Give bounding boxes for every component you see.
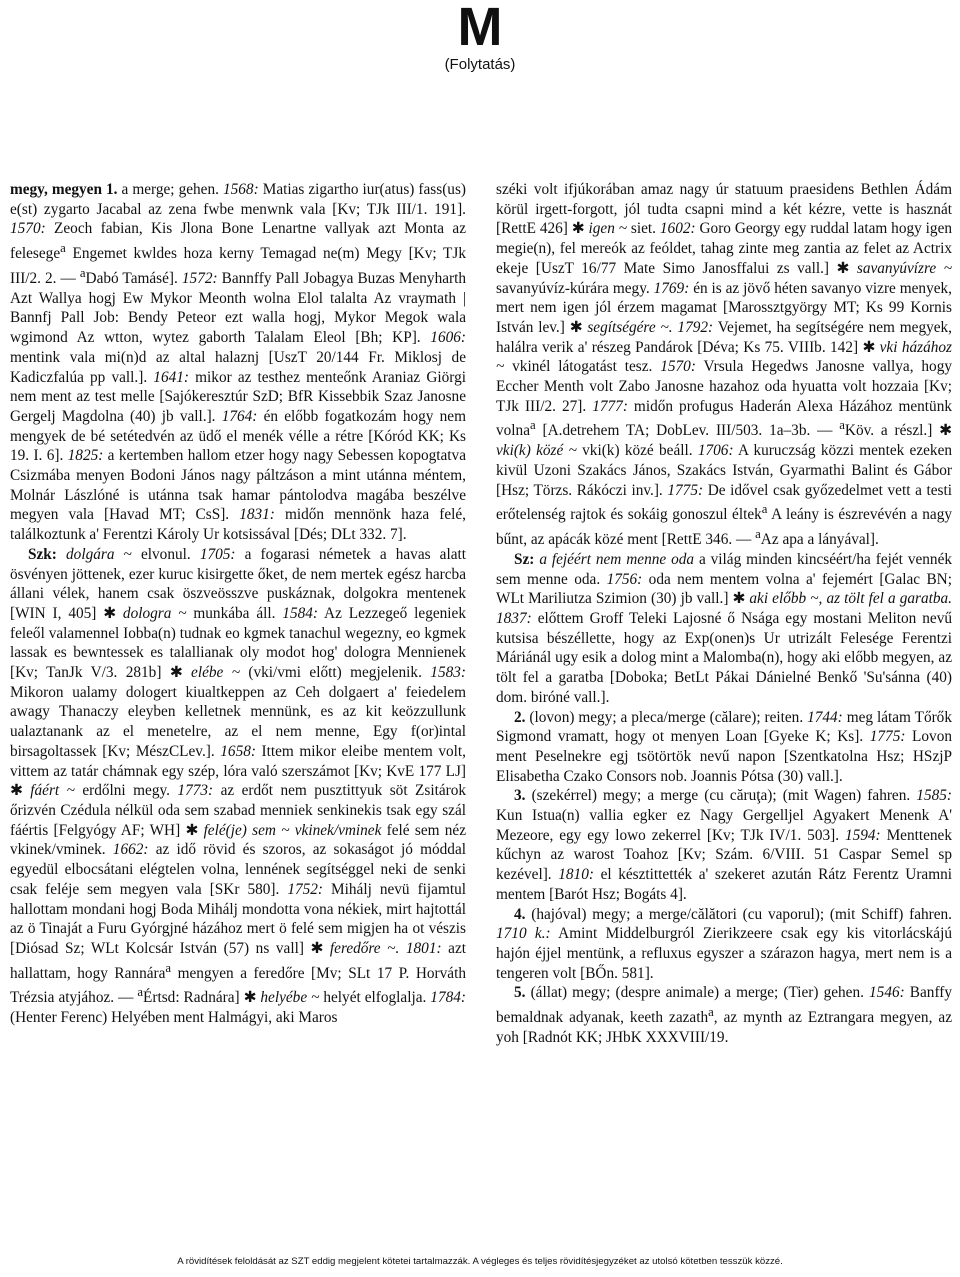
continuation-label: (Folytatás) [444,56,516,73]
entry-paragraph: 5. (állat) megy; (despre animale) a merge; (Tier) gehen. 1546: Banffy bemaldnak adyanak, keeth zazath$^a$, az mynth az Eztrangara megyen, az yoh [Radnót KK; JHbK XXXVIII/19. [496,984,953,1046]
entry-paragraph: Sz: a fejéért nem menne oda a világ minden kincséért/ha fejét vennék sem menne oda. 1756: oda nem mentem volna a' fejemért [Galac BN; WLt Mariliutza Szimion (30) jb vall.] ✱ aki előbb ~, az tölt fel a garatba. 1837: előttem Groff Teleki Lajosné ő Nsága egy mostani Meliton nevű kutsisa bészéllette, hogy az Exp(onen)s Ur utrizált Felesége Ferentzi Máriánál ugy esik a dolog mint a Malomba(n), hogy aki előbb megyen, az tölt fel a garatba [Doboka; BetLt Pákai Dánielné Benkő 'Su'sánna (40) dom. biróné vall.]. [496,550,953,706]
entry-paragraph: széki volt ifjúkorában amaz nagy úr statuum praesidens Bethlen Ádám körül irgett-forgott, jól tudta csapni mind a két kézre, vette is hasznát [RettE 426] ✱ igen ~ siet. 1602: Goro Georgy egy ruddal latam hogy igen megie(n), fel mereók az feóldet, tahag zinte meg zantia az felet az Actrix ekeje [UszT 16/77 Mate Simo Janosffalui zs vall.] ✱ savanyúvízre ~ savanyúvíz-kúrára megy. 1769: én is az jövő héten savanyo vizre menyek, mert nem igen jól érzem magamat [Marossztgyörgy MT; Ks 99 Kornis István lev.] ✱ segítségére ~. 1792: Vejemet, ha segítségére nem megyek, halálra verik a' részeg Pandárok [Déva; Ks 75. VIIIb. 142] ✱ vki házához ~ vkinél látogatást tesz. 1570: Vrsula Hegedws Janosne vallya, hogy Eccher Menth volt Zabo Janosne hazahoz oda hyuatta volt hozzaia [Kv; TJk III/2. 27]. 1777: midőn profugus Haderán Alexa Házához mentünk volna$^a$ [A.detrehem TA; DobLev. III/503. 1a–3b. — $^a$Köv. a részl.] ✱ vki(k) közé ~ vki(k) közé beáll. 1706: A kuruczság közzi mentek ezeken kivül Uzoni Szakács János, Szakács István, Gyarmathi Balint és Gábor [Hsz; Törzs. Rákóczi inv.]. 1775: De idővel csak győzedelmet vett a testi erőtelenség rajtok és sokáig gonoszul éltek$^a$ A leány is észrevévén a nagy bűnt, az apácák közé ment [RettE 346. — $^a$Az apa a lányával]. [496,181,953,549]
entry-paragraph: megy, megyen 1. a merge; gehen. 1568: Matias zigartho iur(atus) fass(us) e(st) zygarto Jacabal az zena fwbe menwnk vala [Kv; TJk III/1. 191]. 1570: Zeoch fabian, Kis Jlona Bone Lenartne vallyak azt Monta az felesege$^a$ Engemet kwldes hoza kerny Temagad ne(m) Megy [Kv; TJk III/2. 2. — $^a$Dabó Tamásé]. 1572: Bannffy Pall Jobagya Buzas Menyharth Azt Wallya hogj Ew Mykor Meonth wolna Elol talalta Az vraymath | Bannfj Pall Job: Bendy Peteor ezt walla hogj, Mykor Megok wala wgimond Az wtton, wytez gaborth Talalam Eleol [Bh; KP]. 1606: mentink vala mi(n)d az altal halaznj [UszT 20/144 Fr. Miklosj de Kadiczfalúa pp vall.]. 1641: mikor az testhez menteőnk Araniaz Giörgi nem ment az test melle [Sajókeresztúr SzD; BfR Kissebbik Szaz Janosne Gergelj Magdolna (40) jb vall.]. 1764: én előbb fogatkozám hogy nem mengyek de bé setétedvén az üdő el menék vélle a rétre [Kóród KK; Ks 19. I. 6]. 1825: a kertemben hallom etzer hogy nagy Sebessen kopogtatva Csizmába menyen Bodoni János nagy páltzáson a mint utánna méntem, Molnár Lászlóné is utánna tsak hamar pántolodva magába beszélve megyen vala [Havad MT; CsS]. 1831: midőn mennönk haza felé, találkoztunk a' Ferentzi Károly Ur kotsissával [Dés; DLt 332. 7]. [10,181,467,544]
entry-paragraph: 2. (lovon) megy; a pleca/merge (călare); reiten. 1744: meg látam Tőrők Sigmond vramatt, hogy ot menyen Loan [Gyeke K; Ks]. 1775: Lovon ment Peselnekre egj tsötörtök nevű napon [Szentkatolna Hsz; HSzjP Elisabetha Czako Consors nob. Joannis Pótsa (30) vall.]. [496,708,952,785]
entry-paragraph: Szk: dolgára ~ elvonul. 1705: a fogarasi németek a havas alatt ösvényen jöttenek, ezer kuruc kisirgette őket, de nem mertek egész harcba állani vélek, hanem csak öszveösszve puskáznak, dolgokra mentenek [WIN I, 405] ✱ dologra ~ munkába áll. 1584: Az Lezzegeő legeniek feleől valamennel Iobba(n) tudnak eo kgmek tanachul wegezny, eo kgmek lassak es bewntessek es talallianak oly modot hog' dologra Mennienek [Kv; TanJk V/3. 281b] ✱ elébe ~ (vki/vmi előtt) megjelenik. 1583: Mikoron ualamy dologert kiualtkeppen az Ceh dolgaert a' feiedelem awagy Thanaczy eleyben kelletnek mennünk, es az kit keözzullunk ualaztanank az el menetelre, az el nem menne, Egy f(or)intal birsagoltassek [Kv; MészCLev.]. 1658: Ittem mikor eleibe mentem volt, vittem az tatár chámnak egy szép, lóra való szerszámot [Kv; KvE 177 LJ] ✱ fáért ~ erdőlni megy. 1773: az erdőt nem pusztittyuk söt Zsitárok őrizvén Czédula nélkül oda sem szabad menniek senkinekis tsak egy szál fáértis [Felgyógy AF; WH] ✱ felé(je) sem ~ vkinek/vminek felé sem néz vkinek/vminek. 1662: az idő rövid és szoros, az sokaságot jó móddal egyedül elbocsátani elégtelen volna, lennének segítséggel neki de senki csak feléje sem megyen vala [SKr 580]. 1752: Mihálj nevü fijamtul hallottam mondani hogj Boda Mihálj mondotta vona nékiek, mirt hajtottál az ö Tinaját a Furu Gyórgjné házához mert ö felé sem migjen ha ot vészis [Diósad Sz; WLt Kolcsár István (57) ns vall] ✱ feredőre ~. 1801: azt hallattam, hogy Rannára$^a$ mengyen a feredőre [Mv; SLt 17 P. Horváth Trézsia atyjához. — $^a$Értsd: Radnára] ✱ helyébe ~ helyét elfoglalja. 1784: (Henter Ferenc) Helyében ment Halmágyi, aki Maros [10,545,467,1027]
footnote: A rövidítések feloldását az SZT eddig megjelent kötetei tartalmazzák. A végleges és teljes rövidítésjegyzéket az utolsó kötetben tesszük közzé. [177,1256,783,1267]
section-letter: M [457,0,503,57]
right-column [496,180,952,1048]
entry-paragraph: 4. (hajóval) megy; a merge/călători (cu vaporul); (mit Schiff) fahren. 1710 k.: Amint Middelburgról Zierikzeere csak egy kis vitorlácskájú hajón éjjel mentünk, a refluxus egyszer a szárazon hagya, mert nem is a tengeren volt [BŐn. 581]. [496,905,952,982]
left-column [10,180,466,1028]
entry-paragraph: 3. (szekérrel) megy; a merge (cu căruţa); (mit Wagen) fahren. 1585: Kun Istua(n) vallia egker ez Nagy Gergelljel Agyakert Menenk A' Mezeore, egy egy lowo zekerrel [Kv; TJk IV/1. 503]. 1594: Menttenek kűchyn az warost Toahoz [Kv; Szám. 6/VIII. 51 Caspar Semel sp kezével]. 1810: el késztittették a' szekeret azután Rátz Ferentz Uramni mentem [Barót Hsz; Bogáts 4]. [496,787,953,903]
